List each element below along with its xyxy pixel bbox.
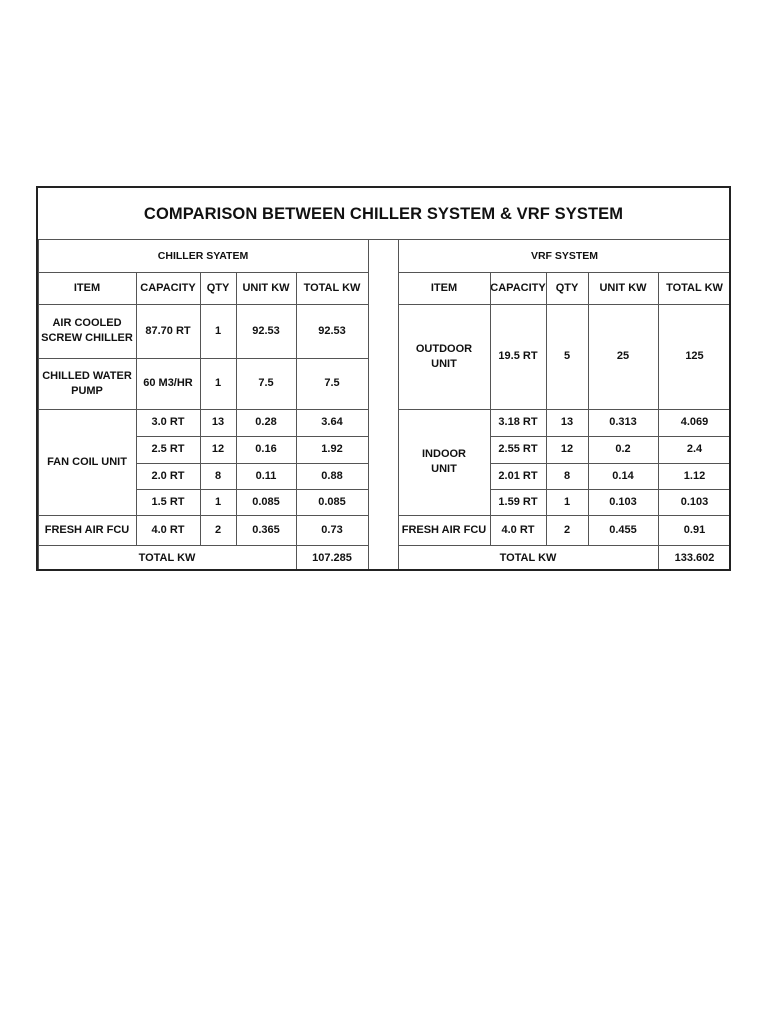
grid-line (136, 272, 137, 545)
grid-line (398, 304, 731, 305)
capacity-cell: 1.5 RT (151, 495, 185, 508)
total-kw-cell: 0.085 (318, 495, 346, 508)
capacity-cell: 3.18 RT (498, 416, 538, 429)
total-kw-cell: 4.069 (680, 416, 709, 429)
qty-cell: 13 (211, 416, 225, 429)
chiller-section-title: CHILLER SYATEM (157, 249, 249, 262)
grid-line (588, 272, 589, 545)
grid-line (546, 272, 547, 545)
grid-line (398, 515, 731, 516)
grid-line (296, 272, 297, 545)
grid-line (398, 409, 731, 410)
capacity-cell: 2.55 RT (498, 443, 538, 456)
column-header: TOTAL KW (666, 281, 723, 294)
grid-line (136, 436, 368, 437)
total-kw-cell: 0.103 (680, 495, 709, 508)
unit-kw-cell: 0.313 (609, 416, 637, 429)
grid-line (38, 358, 368, 359)
grand-total-value: 133.602 (674, 551, 715, 564)
total-kw-cell: 0.73 (321, 523, 343, 536)
total-kw-cell: 0.91 (683, 523, 706, 536)
grid-line (38, 409, 368, 410)
column-header: CAPACITY (140, 281, 196, 294)
total-kw-cell: 1.12 (683, 469, 706, 482)
qty-cell: 5 (563, 350, 571, 363)
total-label: TOTAL KW (499, 551, 557, 564)
vrf-section-title: VRF SYSTEM (530, 249, 599, 262)
grid-line (368, 240, 369, 571)
capacity-cell: 3.0 RT (151, 416, 185, 429)
unit-kw-cell: 0.16 (255, 443, 277, 456)
total-kw-cell: 92.53 (318, 324, 346, 337)
unit-kw-cell: 25 (616, 350, 630, 363)
grid-line (296, 545, 297, 571)
capacity-cell: 2.0 RT (151, 469, 185, 482)
qty-cell: 2 (214, 523, 222, 536)
grid-line (658, 545, 659, 571)
qty-cell: 12 (560, 443, 574, 456)
grid-line (658, 272, 659, 545)
capacity-cell: 60 M3/HR (143, 377, 193, 390)
grid-line (38, 240, 39, 571)
grid-line (136, 489, 368, 490)
item-cell: FRESH AIR FCU (401, 523, 487, 536)
column-header: ITEM (73, 281, 101, 294)
capacity-cell: 1.59 RT (498, 495, 538, 508)
qty-cell: 13 (560, 416, 574, 429)
item-cell: FAN COIL UNIT (47, 455, 127, 468)
total-label: TOTAL KW (138, 551, 196, 564)
total-kw-cell: 2.4 (686, 443, 703, 456)
comparison-sheet (36, 186, 731, 571)
grid-line (200, 272, 201, 545)
capacity-cell: 4.0 RT (151, 523, 185, 536)
qty-cell: 12 (211, 443, 225, 456)
grid-line (490, 272, 491, 545)
qty-cell: 1 (214, 377, 222, 390)
qty-cell: 1 (563, 495, 571, 508)
grid-line (38, 515, 368, 516)
unit-kw-cell: 0.455 (609, 523, 637, 536)
column-header: QTY (555, 281, 579, 294)
total-kw-cell: 7.5 (324, 377, 340, 390)
column-header: CAPACITY (490, 281, 546, 294)
item-cell: OUTDOOR UNIT (415, 342, 473, 370)
item-cell: INDOOR UNIT (422, 448, 466, 475)
grid-line (490, 489, 731, 490)
column-header: UNIT KW (599, 281, 647, 294)
qty-cell: 1 (214, 324, 222, 337)
grid-line (490, 436, 731, 437)
unit-kw-cell: 0.11 (255, 469, 277, 482)
grand-total-value: 107.285 (312, 551, 352, 564)
qty-cell: 8 (563, 469, 571, 482)
capacity-cell: 19.5 RT (498, 350, 538, 363)
qty-cell: 8 (214, 469, 222, 482)
unit-kw-cell: 0.365 (252, 523, 280, 536)
grid-line (236, 272, 237, 545)
capacity-cell: 2.01 RT (498, 469, 538, 482)
item-cell: AIR COOLED SCREW CHILLER (41, 317, 133, 344)
unit-kw-cell: 0.14 (612, 469, 634, 482)
total-kw-cell: 1.92 (321, 443, 343, 456)
capacity-cell: 87.70 RT (145, 324, 191, 337)
unit-kw-cell: 0.2 (615, 443, 631, 456)
grid-line (38, 272, 368, 273)
column-header: TOTAL KW (303, 281, 361, 294)
grid-line (136, 463, 368, 464)
column-header: ITEM (430, 281, 458, 294)
grid-line (490, 463, 731, 464)
column-header: QTY (206, 281, 230, 294)
grid-line (398, 272, 731, 273)
grid-line (38, 304, 368, 305)
page-title: COMPARISON BETWEEN CHILLER SYSTEM & VRF SYSTEM (38, 188, 729, 240)
unit-kw-cell: 0.28 (255, 416, 277, 429)
unit-kw-cell: 0.103 (609, 495, 637, 508)
qty-cell: 2 (563, 523, 571, 536)
item-cell: FRESH AIR FCU (44, 523, 130, 536)
capacity-cell: 2.5 RT (151, 443, 185, 456)
capacity-cell: 4.0 RT (501, 523, 535, 536)
unit-kw-cell: 92.53 (252, 324, 280, 337)
total-kw-cell: 3.64 (321, 416, 343, 429)
unit-kw-cell: 0.085 (252, 495, 280, 508)
item-cell: CHILLED WATER PUMP (42, 369, 132, 397)
qty-cell: 1 (214, 495, 222, 508)
column-header: UNIT KW (242, 281, 290, 294)
grid-line (398, 240, 399, 571)
total-kw-cell: 0.88 (321, 469, 343, 482)
total-kw-cell: 125 (685, 350, 704, 363)
unit-kw-cell: 7.5 (258, 377, 274, 390)
